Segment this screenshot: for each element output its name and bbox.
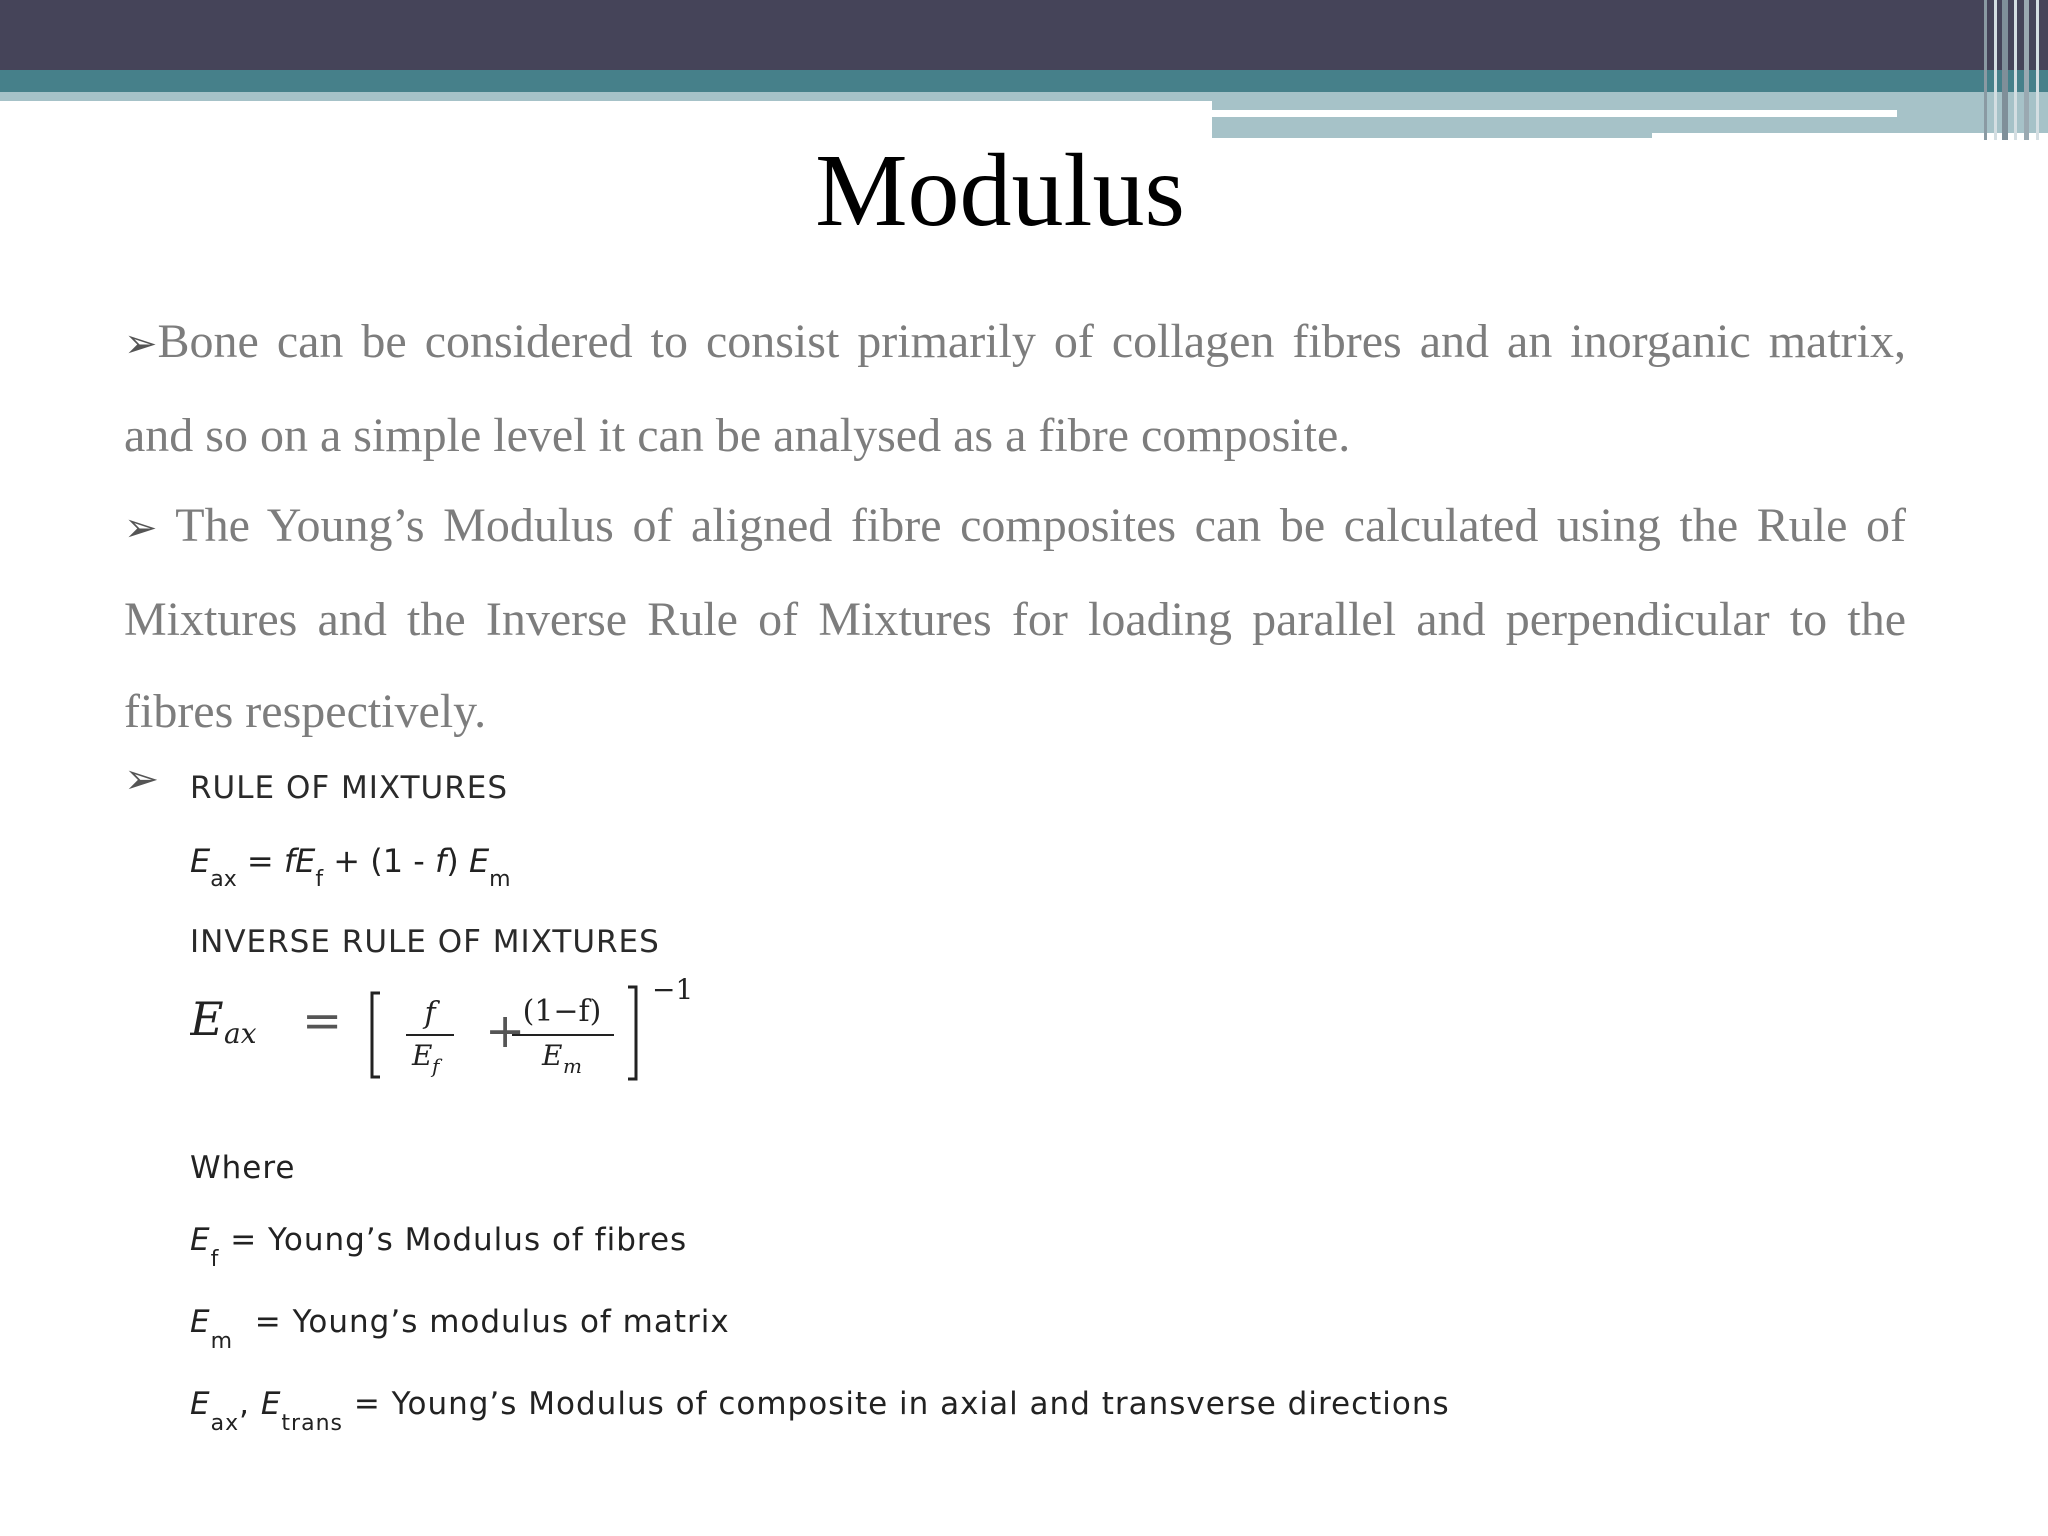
formula-block	[190, 770, 1810, 1450]
exponent: −1	[652, 973, 694, 1006]
fraction2-denominator-sub: m	[563, 1054, 582, 1078]
header-stripe-line	[1212, 110, 1897, 117]
bullet-arrow-icon: ➢	[124, 505, 158, 551]
slide-title: Modulus	[815, 133, 1185, 248]
inverse-lhs-sub: ax	[224, 1017, 257, 1050]
rule-of-mixtures-heading: RULE OF MIXTURES	[190, 770, 509, 806]
fraction2-numerator: (1−f)	[522, 994, 602, 1029]
rule-of-mixtures-formula: $E_{ax} = fE_f + (1 - f)$ $E_m$	[190, 842, 511, 892]
plus-sign: +	[485, 1003, 526, 1059]
where-label: Where	[190, 1150, 296, 1186]
bullet-paragraph-1	[124, 296, 1906, 482]
inverse-lhs: E	[190, 992, 224, 1046]
header-bar	[0, 0, 2048, 70]
header-stripe-light	[0, 92, 1212, 101]
corner-decoration	[1984, 0, 2048, 140]
fraction1-numerator: f	[424, 996, 436, 1031]
bullet-text-2: The Young’s Modulus of aligned fibre composites can be calculated using the Rule of Mixtures and the Inverse Rule of Mixtures for loading parallel and perpendicular to the fibres respectively.	[124, 499, 1906, 738]
header-stripe-teal	[0, 70, 2048, 92]
definition-ef: $E_f$ = Young’s Modulus of fibres	[190, 1222, 688, 1272]
fraction2-denominator: E	[542, 1039, 563, 1072]
fraction1-denominator: E	[412, 1039, 433, 1072]
bullet-arrow-icon: ➢	[124, 754, 160, 803]
bullet-text-1: Bone can be considered to consist primarily of collagen fibres and an inorganic matrix, and so on a simple level it can be analysed as a fibre composite.	[124, 315, 1906, 462]
fraction1-denominator-sub: f	[432, 1054, 440, 1078]
bullet-paragraph-2	[124, 480, 1906, 758]
definition-em: $E_m$ = Young’s modulus of matrix	[190, 1304, 730, 1354]
inverse-rule-formula	[190, 965, 810, 1095]
right-bracket	[628, 987, 636, 1079]
inverse-equals: =	[302, 993, 343, 1049]
bullet-arrow-icon: ➢	[124, 321, 158, 367]
inverse-rule-heading: INVERSE RULE OF MIXTURES	[190, 924, 660, 960]
definition-eax-etrans: $E_{ax}$, $E_{trans}$ = Young’s Modulus of composite in axial and transverse directions	[190, 1386, 1450, 1436]
left-bracket	[372, 993, 380, 1077]
